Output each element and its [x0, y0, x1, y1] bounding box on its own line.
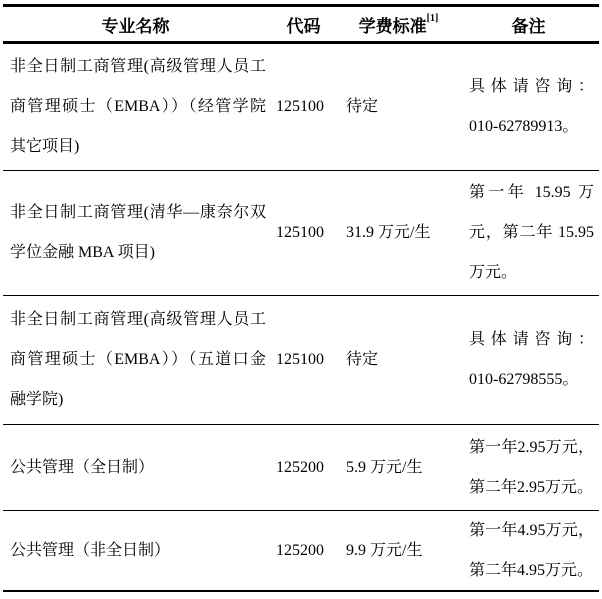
text-line: 融学院): [10, 391, 64, 408]
fee-cell: [339, 171, 458, 295]
header-program-name: [3, 7, 268, 41]
text-line: 商管理硕士（EMBA））（经管学院: [10, 98, 266, 115]
text-line: 具体请咨询：: [469, 331, 594, 348]
text-line: 元，第二年 15.95: [469, 224, 594, 241]
code-cell: [268, 425, 339, 510]
text-line: 商管理硕士（EMBA））（五道口金: [10, 351, 266, 368]
fee-value: 31.9 万元/生: [346, 224, 431, 241]
program-name-cell: [3, 511, 268, 590]
code-value: 125100: [276, 224, 324, 241]
text-line: 第二年2.95万元。: [469, 478, 594, 496]
header-note: [458, 7, 599, 41]
text-line: 万元。: [469, 264, 518, 281]
fee-cell: [339, 296, 458, 424]
table-row: [3, 511, 599, 592]
text-line: 第一年4.95万元，: [469, 521, 594, 539]
code-value: 125200: [276, 541, 324, 559]
program-name-cell: [3, 44, 268, 170]
code-value: 125200: [276, 458, 324, 476]
table-header-row: [3, 7, 599, 44]
header-code-label: 代码: [286, 16, 321, 36]
code-cell: [268, 296, 339, 424]
code-cell: [268, 44, 339, 170]
table-row: [3, 425, 599, 511]
text-line: 非全日制工商管理(高级管理人员工: [10, 311, 266, 328]
text-line: 学位金融 MBA 项目): [10, 244, 155, 261]
note-cell: [458, 296, 599, 424]
text-line: 第一年2.95万元，: [469, 438, 594, 456]
fee-value: 9.9 万元/生: [346, 541, 423, 559]
note-cell: [458, 425, 599, 510]
text-line: 公共管理（全日制）: [10, 458, 155, 476]
footnote-marker: [1]: [426, 12, 439, 24]
fee-value: 待定: [346, 351, 379, 368]
code-cell: [268, 171, 339, 295]
header-fee-label: 学费标准: [358, 16, 427, 36]
fee-value: 待定: [346, 98, 379, 115]
code-value: 125100: [276, 98, 324, 115]
header-code: [268, 7, 339, 41]
table-row: [3, 171, 599, 296]
text-line: 第二年4.95万元。: [469, 561, 594, 579]
code-cell: [268, 511, 339, 590]
program-name-cell: [3, 425, 268, 510]
note-cell: [458, 511, 599, 590]
fee-cell: [339, 44, 458, 170]
fee-cell: [339, 425, 458, 510]
fee-value: 5.9 万元/生: [346, 458, 423, 476]
header-program-name-label: 专业名称: [101, 16, 170, 36]
note-cell: [458, 171, 599, 295]
fee-cell: [339, 511, 458, 590]
program-name-cell: [3, 296, 268, 424]
text-line: 具体请咨询：: [469, 78, 594, 95]
table-row: [3, 44, 599, 171]
text-line: 非全日制工商管理(清华—康奈尔双: [10, 204, 266, 221]
tuition-table: [3, 4, 599, 592]
text-line: 其它项目): [10, 138, 80, 155]
program-name-cell: [3, 171, 268, 295]
text-line: 非全日制工商管理(高级管理人员工: [10, 58, 266, 75]
text-line: 010-62789913。: [469, 118, 579, 135]
text-line: 第一年 15.95 万: [469, 184, 594, 201]
header-note-label: 备注: [511, 16, 546, 36]
header-fee: [339, 7, 458, 41]
text-line: 010-62798555。: [469, 371, 579, 388]
text-line: 公共管理（非全日制）: [10, 541, 171, 559]
note-cell: [458, 44, 599, 170]
code-value: 125100: [276, 351, 324, 368]
table-row: [3, 296, 599, 425]
